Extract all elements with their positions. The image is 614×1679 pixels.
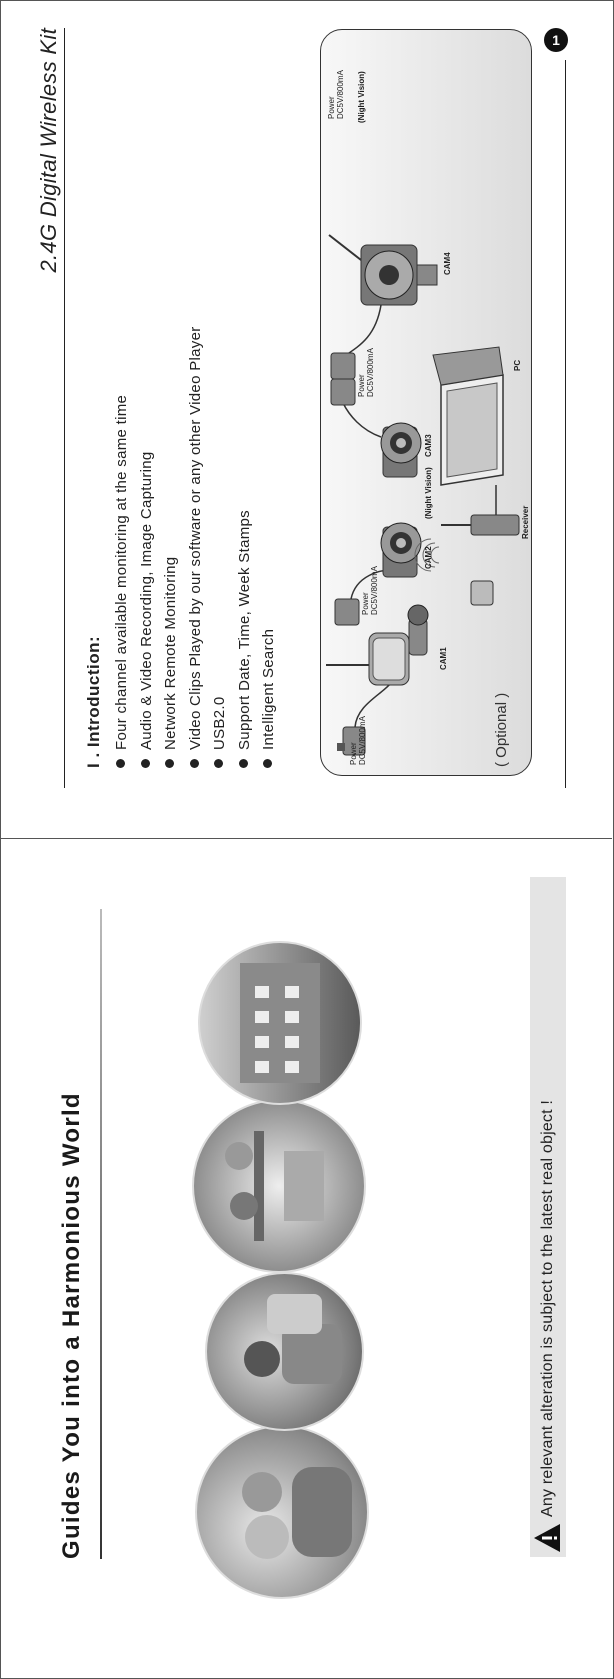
bullet-icon [165,759,174,768]
system-diagram [320,29,532,776]
night-vision-label: (Night Vision) [424,467,433,519]
family-photo [195,1425,369,1599]
pc-label: PC [513,359,522,371]
power-label: Power DC5V/800mA [361,566,379,615]
usb-dongle-icon [471,581,493,605]
feature-list [110,326,282,768]
list-item: USB2.0 [208,326,233,768]
night-vision-camera-icon [329,235,437,355]
office-photo [192,1099,366,1273]
power-label: Power DC5V/800mA [327,70,345,119]
list-item: Support Date, Time, Week Stamps [233,326,258,768]
list-item: Intelligent Search [257,326,282,768]
optional-label: ( Optional ) [493,692,510,767]
receiver-label: Receiver [521,505,530,539]
power-adapter-icon [331,353,355,379]
dome-camera-icon [343,403,421,477]
power-adapter-icon [331,379,355,405]
bullet-icon [263,759,272,768]
cam3-label: CAM3 [424,434,433,457]
receiver-icon [441,485,519,535]
dome-camera-icon [381,523,421,577]
list-item: Audio & Video Recording, Image Capturing [135,326,160,768]
notice-text: Any relevant alteration is subject to the latest real object ! [539,1099,556,1517]
power-label: Power DC5V/800mA [357,348,375,397]
kit-title: 2.4G Digital Wireless Kit [36,28,61,273]
power-label: Power DC5V/800mA [349,716,367,765]
cover-sheet [0,839,612,1677]
cover-title: Guides You into a Harmonious World [58,1092,85,1559]
cam4-label: CAM4 [443,252,452,275]
list-item: Network Remote Monitoring [159,326,184,768]
cam2-label: CAM2 [424,546,433,569]
bullet-icon [190,759,199,768]
parent-child-photo [205,1272,364,1431]
intro-heading: I . Introduction: [84,635,103,768]
laptop-icon [433,347,503,485]
night-vision-label: (Night Vision) [357,71,366,123]
bullet-icon [116,759,125,768]
bullet-icon [214,759,223,768]
list-item: Video Clips Played by our software or any other Video Player [184,326,209,768]
bullet-icon [239,759,248,768]
cam1-label: CAM1 [439,647,448,670]
diagram-drawing [321,30,531,775]
intro-sheet [0,0,612,838]
warning-icon [532,1523,562,1553]
bullet-icon [141,759,150,768]
footer-rule [565,60,566,788]
title-rule [64,28,65,788]
page-number: 1 [544,28,568,52]
list-item: Four channel available monitoring at the same time [110,326,135,768]
cover-rule [100,909,102,1559]
building-photo [198,941,362,1105]
